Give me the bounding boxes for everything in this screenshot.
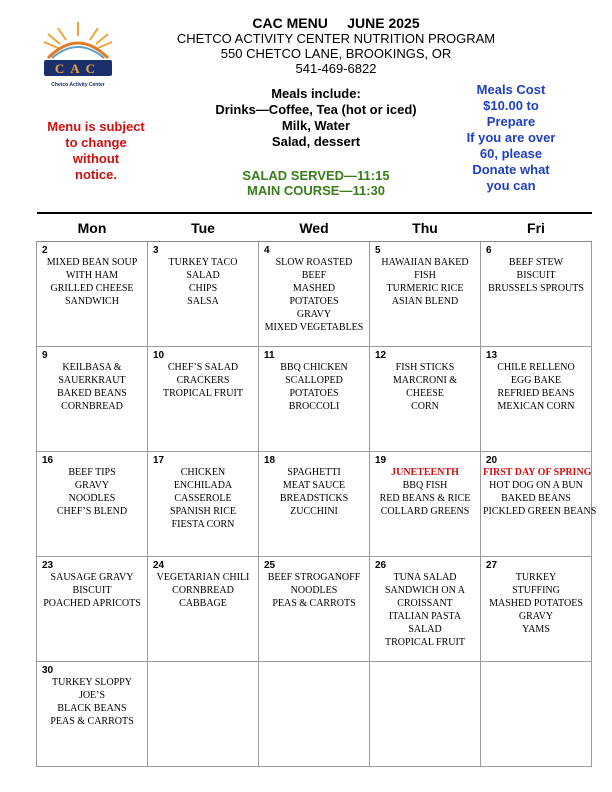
day-cell [481,452,597,557]
menu-item: CHILE RELLENO [497,362,575,373]
day-number: 26 [375,560,387,571]
day-cell [37,347,148,452]
weekday-header: Wed [259,213,370,242]
day-number: 27 [486,560,498,571]
day-number: 18 [264,455,276,466]
day-cell [259,557,370,662]
menu-item: PICKLED GREEN BEANS [483,506,597,517]
day-menu [148,571,258,610]
menu-item: GRAVY [518,611,554,622]
menu-item: BRUSSELS SPROUTS [488,283,584,294]
menu-item: SALAD [186,270,220,281]
menu-item: WITH HAM [66,270,118,281]
menu-item: REFRIED BEANS [497,388,575,399]
phone: 541-469-6822 [295,61,377,76]
menu-item: SPAGHETTI [287,467,341,478]
menu-item: VEGETARIAN CHILI [156,572,250,583]
menu-item: MIXED BEAN SOUP [46,257,138,268]
program-name: CHETCO ACTIVITY CENTER NUTRITION PROGRAM [176,31,496,46]
sun-logo-icon [38,18,118,82]
menu-item: TROPICAL FRUIT [163,388,243,399]
menu-item: ZUCCHINI [290,506,338,517]
menu-item: PEAS & CARROTS [272,598,356,609]
meals-include [190,86,442,150]
day-number: 11 [264,350,275,361]
main-course-time: MAIN COURSE—11:30 [247,183,385,198]
day-number: 16 [42,455,54,466]
day-cell [481,242,592,347]
menu-item: TURMERIC RICE [386,283,464,294]
menu-item: SCALLOPED [285,375,343,386]
empty-day-cell [370,662,481,767]
menu-item: BEEF STROGANOFF [267,572,361,583]
day-number: 5 [375,245,381,256]
week-row [37,662,592,767]
weekday-header: Fri [481,213,592,242]
day-cell [37,557,148,662]
meal-cost-note [452,82,570,194]
day-cell [259,347,370,452]
salad-time: SALAD SERVED—11:15 [242,168,390,183]
day-menu [148,256,258,308]
menu-item: COLLARD GREENS [380,506,470,517]
day-cell [481,557,592,662]
menu-item: SAUSAGE GRAVY [50,572,134,583]
day-cell [259,242,370,347]
menu-item: CORNBREAD [61,401,123,412]
calendar-body [37,242,597,767]
empty-day-cell [148,662,259,767]
menu-item: PEAS & CARROTS [50,716,134,727]
day-menu [481,361,591,413]
menu-item: KEILBASA & [62,362,122,373]
day-cell [370,242,481,347]
menu-item: CABBAGE [179,598,227,609]
serving-times [190,168,442,198]
menu-calendar [36,212,597,767]
menu-item: BISCUIT [72,585,112,596]
cost-line: Donate what [472,162,550,177]
menu-item: FIESTA CORN [171,519,235,530]
day-cell [148,452,259,557]
menu-item: CHICKEN [180,467,226,478]
menu-item: MEAT SAUCE [282,480,346,491]
day-number: 6 [486,245,492,256]
day-number: 2 [42,245,48,256]
menu-item: ITALIAN PASTA [388,611,462,622]
menu-item: TURKEY [515,572,557,583]
day-menu [481,256,591,295]
day-number: 12 [375,350,387,361]
page-header [150,16,522,76]
menu-item: FISH STICKS [395,362,455,373]
day-menu [148,466,258,531]
menu-item: NOODLES [68,493,116,504]
day-menu [259,466,369,518]
week-row [37,557,592,662]
cost-line: 60, please [479,146,543,161]
menu-item: GRAVY [296,309,332,320]
menu-item: CHEF’S SALAD [167,362,239,373]
menu-item: GRILLED CHEESE [50,283,134,294]
empty-day-cell [259,662,370,767]
meals-include-line: Drinks—Coffee, Tea (hot or iced) [215,102,417,117]
menu-item: POTATOES [289,388,339,399]
menu-item: SAUERKRAUT [58,375,126,386]
menu-item: SANDWICH ON A [385,585,465,596]
logo-caption: Chetco Activity Center [51,82,105,88]
notice-line: notice. [75,167,117,182]
menu-notice [42,119,150,183]
day-number: 4 [264,245,270,256]
cost-line: If you are over [466,130,556,145]
day-number: 25 [264,560,276,571]
menu-item: POACHED APRICOTS [43,598,141,609]
empty-day-cell [481,662,592,767]
day-number: 9 [42,350,48,361]
cost-line: you can [486,178,536,193]
week-row [37,452,592,557]
menu-item: BREADSTICKS [279,493,349,504]
cost-line: Meals Cost [476,82,546,97]
menu-item: HOT DOG ON A BUN [489,480,583,491]
day-menu [259,256,369,334]
day-cell [481,347,592,452]
day-number: 19 [375,455,387,466]
day-number: 30 [42,665,54,676]
meals-include-line: Milk, Water [281,118,351,133]
special-day-label: FIRST DAY OF SPRING [483,467,592,478]
day-menu [37,466,147,518]
menu-item: POTATOES [289,296,339,307]
day-menu [370,466,480,518]
day-cell [259,452,370,557]
day-cell [370,557,481,662]
menu-item: YAMS [522,624,550,635]
menu-item: HAWAIIAN BAKED [381,257,469,268]
menu-item: CHEESE [406,388,444,399]
day-menu [148,361,258,400]
menu-item: TROPICAL FRUIT [385,637,465,648]
menu-item: BROCCOLI [288,401,340,412]
day-cell [370,452,481,557]
menu-item: BEEF [301,270,327,281]
day-menu [370,256,480,308]
menu-item: BAKED BEANS [57,388,127,399]
day-cell [370,347,481,452]
day-number: 23 [42,560,54,571]
weekday-header-row [37,213,592,242]
menu-item: CHEF’S BLEND [56,506,128,517]
day-cell [37,242,148,347]
menu-item: CASSEROLE [174,493,232,504]
special-day-label: JUNETEENTH [391,467,459,478]
weekday-header: Thu [370,213,481,242]
day-menu [37,676,147,728]
menu-item: TUNA SALAD [393,572,457,583]
menu-item: MIXED VEGETABLES [264,322,364,333]
day-menu [37,256,147,308]
cost-line: $10.00 to [483,98,539,113]
meals-include-heading: Meals include: [271,86,361,101]
menu-item: SANDWICH [65,296,119,307]
weekday-header: Mon [37,213,148,242]
day-number: 24 [153,560,165,571]
cost-line: Prepare [486,114,536,129]
menu-item: BEEF TIPS [68,467,116,478]
menu-item: MARCRONI & [392,375,458,386]
menu-item: CORNBREAD [172,585,234,596]
cac-logo [38,18,118,94]
menu-item: ASIAN BLEND [391,296,459,307]
menu-item: BISCUIT [516,270,556,281]
menu-item: GRAVY [74,480,110,491]
day-cell [37,452,148,557]
address: 550 CHETCO LANE, BROOKINGS, OR [220,46,452,61]
menu-item: MASHED POTATOES [489,598,583,609]
week-row [37,347,592,452]
day-menu [37,361,147,413]
notice-line: without [72,151,120,166]
day-number: 17 [153,455,165,466]
day-cell [148,347,259,452]
weekday-header: Tue [148,213,259,242]
menu-item: SALAD [408,624,442,635]
menu-item: TURKEY TACO [168,257,238,268]
day-menu [259,571,369,610]
menu-item: ENCHILADA [173,480,233,491]
menu-item: BEEF STEW [508,257,564,268]
day-menu [481,466,597,518]
menu-item: BAKED BEANS [501,493,571,504]
menu-item: CRACKERS [176,375,230,386]
menu-item: TURKEY SLOPPY [52,677,132,688]
menu-item: FISH [414,270,436,281]
menu-item: MASHED [292,283,336,294]
menu-item: BBQ CHICKEN [280,362,348,373]
menu-item: MEXICAN CORN [497,401,575,412]
day-menu [370,571,480,649]
day-cell [148,242,259,347]
menu-item: BBQ FISH [402,480,448,491]
menu-item: JOE’S [78,690,106,701]
day-menu [259,361,369,413]
day-number: 3 [153,245,159,256]
menu-item: SLOW ROASTED [275,257,353,268]
day-number: 20 [486,455,498,466]
menu-item: STUFFING [512,585,560,596]
meals-include-line: Salad, dessert [271,134,361,149]
logo-letters: CAC [54,61,102,76]
day-menu [370,361,480,413]
day-menu [37,571,147,610]
menu-item: SPANISH RICE [169,506,237,517]
menu-item: CROISSANT [397,598,453,609]
day-cell [37,662,148,767]
menu-item: EGG BAKE [510,375,562,386]
menu-title: CAC MENU JUNE 2025 [252,15,420,31]
day-number: 13 [486,350,498,361]
menu-item: CORN [411,401,439,412]
notice-line: Menu is subject [47,119,145,134]
day-number: 10 [153,350,165,361]
menu-item: BLACK BEANS [57,703,127,714]
week-row [37,242,592,347]
menu-item: NOODLES [290,585,338,596]
menu-item: RED BEANS & RICE [379,493,471,504]
menu-item: SALSA [187,296,219,307]
day-menu [481,571,591,636]
day-cell [148,557,259,662]
notice-line: to change [65,135,127,150]
menu-item: CHIPS [188,283,218,294]
